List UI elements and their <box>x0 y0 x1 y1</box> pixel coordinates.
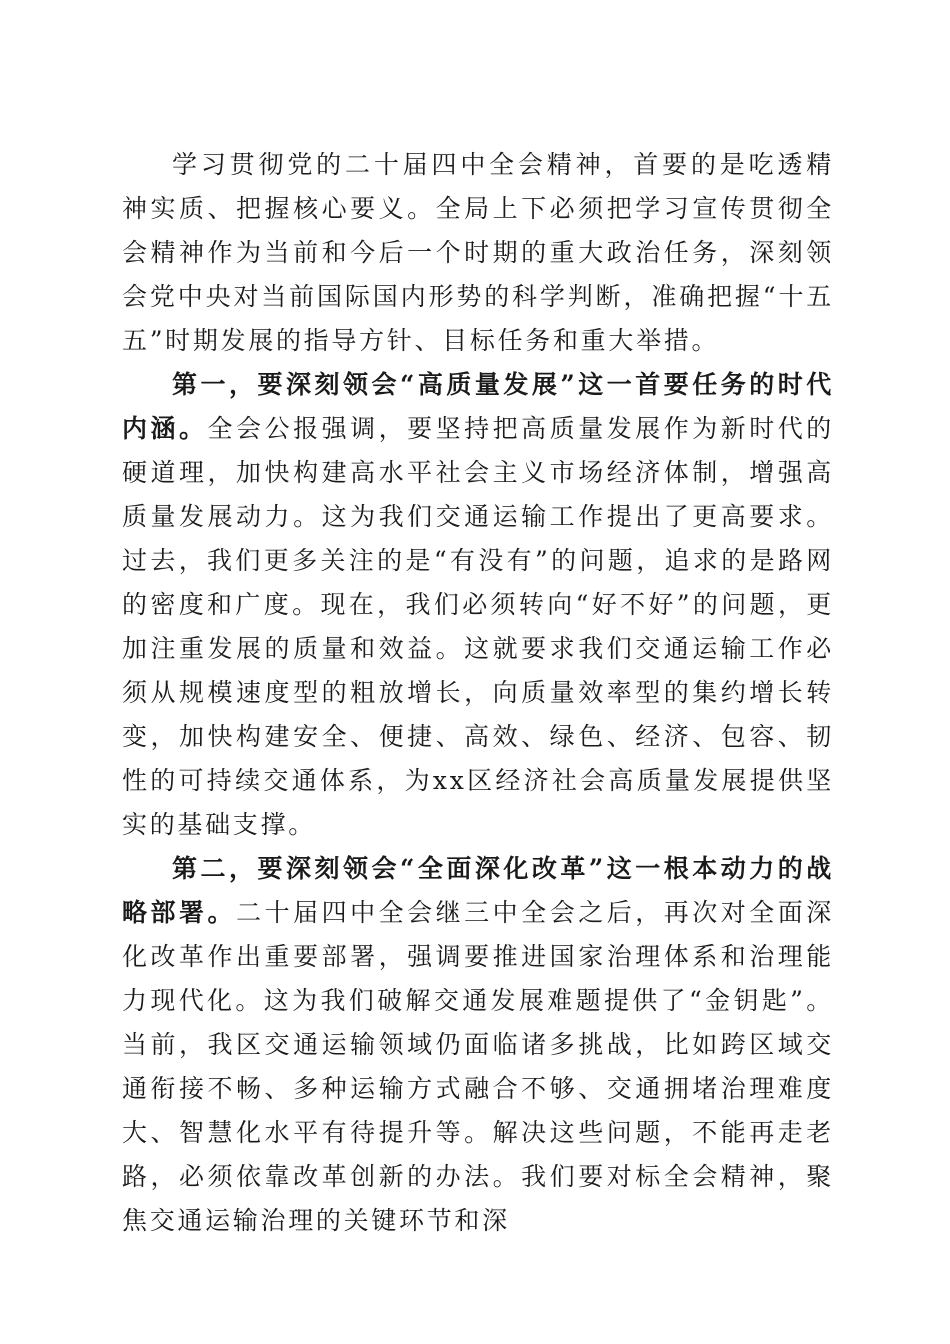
document-body <box>122 143 834 1243</box>
paragraph-text: 全会公报强调，要坚持把高质量发展作为新时代的硬道理，加快构建高水平社会主义市场经济体制，增强高质量发展动力。这为我们交通运输工作提出了更高要求。过去，我们更多关注的是“有没有”的问题，追求的是路网的密度和广度。现在，我们必须转向“好不好”的问题，更加注重发展的质量和效益。这就要求我们交通运输工作必须从规模速度型的粗放增长，向质量效率型的集约增长转变，加快构建安全、便捷、高效、绿色、经济、包容、韧性的可持续交通体系，为xx区经济社会高质量发展提供坚实的基础支撑。 <box>122 414 834 839</box>
paragraph-intro <box>122 143 834 363</box>
paragraph-lead: 第一，要深刻领会“高质量发展”这一首要任务的时代内涵。 <box>122 370 834 443</box>
paragraph-lead: 第二，要深刻领会“全面深化改革”这一根本动力的战略部署。 <box>122 854 834 927</box>
paragraph-text: 学习贯彻党的二十届四中全会精神，首要的是吃透精神实质、把握核心要义。全局上下必须把学习宣传贯彻全会精神作为当前和今后一个时期的重大政治任务，深刻领会党中央对当前国际国内形势的科学判断，准确把握“十五五”时期发展的指导方针、目标任务和重大举措。 <box>122 150 834 355</box>
paragraph-text: 二十届四中全会继三中全会之后，再次对全面深化改革作出重要部署，强调要推进国家治理体系和治理能力现代化。这为我们破解交通发展难题提供了“金钥匙”。当前，我区交通运输领域仍面临诸多挑战，比如跨区域交通衔接不畅、多种运输方式融合不够、交通拥堵治理难度大、智慧化水平有待提升等。解决这些问题，不能再走老路，必须依靠改革创新的办法。我们要对标全会精神，聚焦交通运输治理的关键环节和深 <box>122 898 835 1235</box>
paragraph-first-point <box>122 363 834 847</box>
paragraph-second-point <box>122 847 834 1243</box>
